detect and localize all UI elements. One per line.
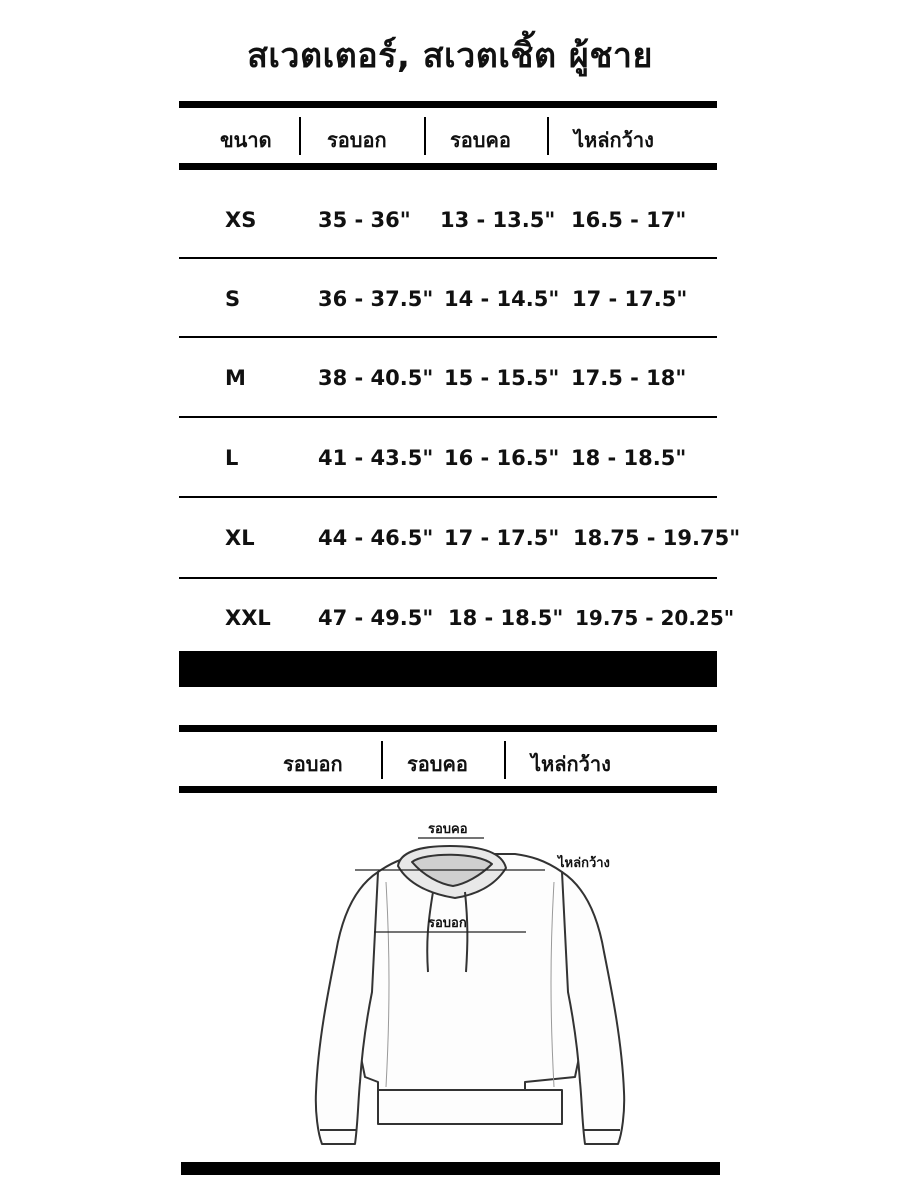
legend-bottom-border xyxy=(179,786,717,793)
table-row xyxy=(179,261,717,341)
row-divider xyxy=(179,257,717,259)
size-cell: L xyxy=(225,446,239,470)
chest-cell: 41 - 43.5" xyxy=(318,446,434,470)
shoulder-cell: 17 - 17.5" xyxy=(572,287,688,311)
neck-cell: 13 - 13.5" xyxy=(440,208,556,232)
chest-cell: 36 - 37.5" xyxy=(318,287,434,311)
chest-cell: 44 - 46.5" xyxy=(318,526,434,550)
table-row xyxy=(179,182,717,262)
shoulder-cell: 17.5 - 18" xyxy=(571,366,687,390)
chest-measure-label: รอบอก xyxy=(428,916,467,931)
neck-cell: 16 - 16.5" xyxy=(444,446,560,470)
size-cell: S xyxy=(225,287,241,311)
page-bottom-bar xyxy=(181,1162,720,1175)
header-divider xyxy=(299,117,301,155)
chest-cell: 47 - 49.5" xyxy=(318,606,434,630)
header-divider xyxy=(547,117,549,155)
legend-divider xyxy=(504,741,506,779)
row-divider xyxy=(179,577,717,579)
neck-cell: 15 - 15.5" xyxy=(444,366,560,390)
shoulder-cell: 16.5 - 17" xyxy=(571,208,687,232)
legend-chest: รอบอก xyxy=(283,752,343,776)
hoodie-diagram xyxy=(300,812,640,1162)
page-title: สเวตเตอร์, สเวตเชิ้ต ผู้ชาย xyxy=(247,36,653,76)
shoulder-cell: 18 - 18.5" xyxy=(571,446,687,470)
legend-neck: รอบคอ xyxy=(407,752,468,776)
neck-measure-label: รอบคอ xyxy=(428,822,468,837)
header-divider xyxy=(424,117,426,155)
table-row xyxy=(179,580,735,660)
header-neck: รอบคอ xyxy=(450,128,511,152)
legend-shoulder: ไหล่กว้าง xyxy=(531,752,611,776)
table-top-border xyxy=(179,101,717,108)
neck-cell: 18 - 18.5" xyxy=(448,606,564,630)
neck-cell: 17 - 17.5" xyxy=(444,526,560,550)
header-chest: รอบอก xyxy=(327,128,387,152)
table-footer-bar xyxy=(179,651,717,687)
row-divider xyxy=(179,416,717,418)
header-shoulder: ไหล่กว้าง xyxy=(574,128,654,152)
neck-cell: 14 - 14.5" xyxy=(444,287,560,311)
shoulder-measure-label: ไหล่กว้าง xyxy=(558,856,610,871)
table-row xyxy=(179,500,741,580)
row-divider xyxy=(179,496,717,498)
size-cell: XL xyxy=(225,526,255,550)
size-cell: XXL xyxy=(225,606,271,630)
header-size: ขนาด xyxy=(220,128,272,152)
table-row xyxy=(179,420,717,500)
shoulder-cell: 19.75 - 20.25" xyxy=(575,606,735,630)
size-cell: XS xyxy=(225,208,257,232)
size-cell: M xyxy=(225,366,246,390)
row-divider xyxy=(179,336,717,338)
shoulder-cell: 18.75 - 19.75" xyxy=(573,526,741,550)
table-row xyxy=(179,340,717,420)
header-bottom-border xyxy=(179,163,717,170)
chest-cell: 38 - 40.5" xyxy=(318,366,434,390)
legend-divider xyxy=(381,741,383,779)
legend-top-border xyxy=(179,725,717,732)
chest-cell: 35 - 36" xyxy=(318,208,411,232)
